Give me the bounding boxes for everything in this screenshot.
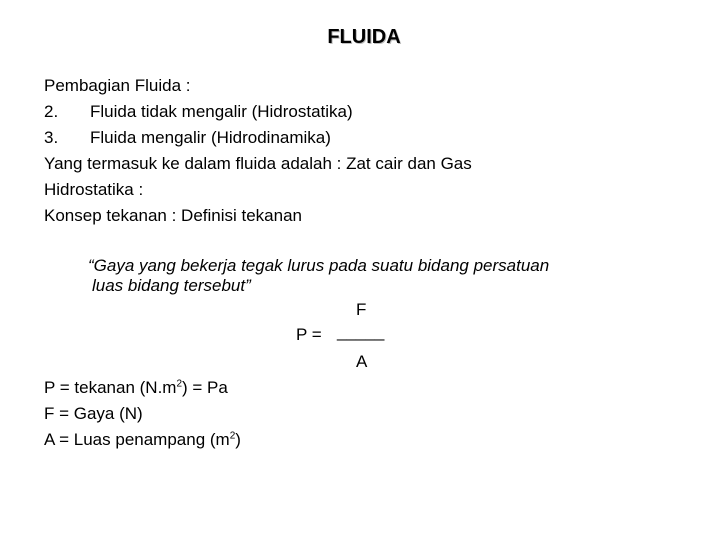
- formula-lhs: P =: [296, 325, 322, 344]
- definition-pressure-exponent: 2: [176, 378, 183, 390]
- definition-force: F = Gaya (N): [44, 404, 143, 423]
- definition-area-suffix: ): [235, 430, 241, 449]
- definition-area: [44, 430, 241, 450]
- list-item-text: Fluida mengalir (Hidrodinamika): [90, 128, 331, 147]
- formula-fraction-bar: _____: [337, 322, 385, 341]
- list-item-hidrodinamika: [44, 128, 331, 148]
- slide-title: FLUIDA: [327, 26, 401, 48]
- konsep-line: Konsep tekanan : Definisi tekanan: [44, 206, 303, 225]
- definition-area-prefix: A = Luas penampang (m: [44, 430, 230, 449]
- definition-pressure-suffix: ) = Pa: [182, 378, 228, 397]
- pembagian-line: Pembagian Fluida :: [44, 76, 191, 95]
- formula-numerator: F: [356, 300, 367, 319]
- list-item-hidrostatika: [44, 102, 353, 122]
- list-item-number: 3.: [44, 128, 59, 147]
- list-item-text: Fluida tidak mengalir (Hidrostatika): [90, 102, 353, 121]
- formula-denominator: A: [356, 352, 368, 371]
- definition-pressure: [44, 378, 228, 398]
- definition-area-exponent: 2: [229, 430, 236, 442]
- quote-line-2: luas bidang tersebut”: [92, 276, 251, 295]
- list-item-number: 2.: [44, 102, 59, 121]
- termasuk-line: Yang termasuk ke dalam fluida adalah : Zat cair dan Gas: [44, 154, 472, 173]
- hidrostatika-heading: Hidrostatika :: [44, 180, 144, 199]
- definition-quote: [88, 256, 648, 296]
- definition-pressure-prefix: P = tekanan (N.m: [44, 378, 177, 397]
- quote-line-1: “Gaya yang bekerja tegak lurus pada suatu bidang persatuan: [88, 256, 550, 275]
